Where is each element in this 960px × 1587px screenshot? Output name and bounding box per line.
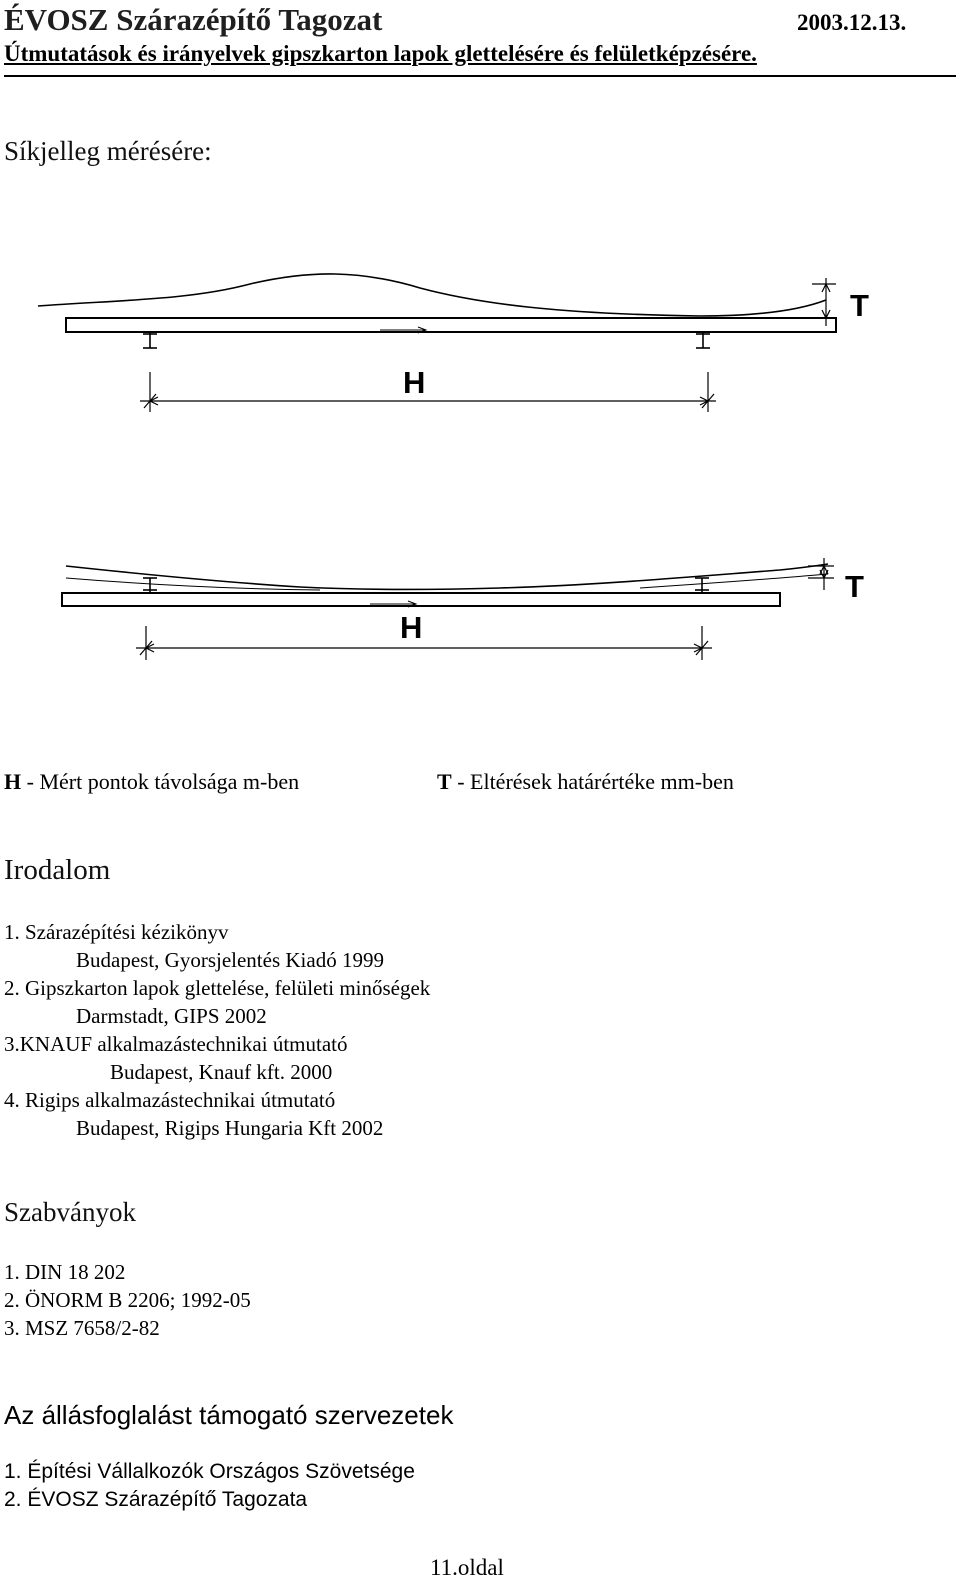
t-dimension-2 <box>808 558 834 590</box>
legend-t-key: T <box>437 769 452 794</box>
legend-h-text: - Mért pontok távolsága m-ben <box>21 769 300 794</box>
page-number: 11.oldal <box>430 1555 504 1580</box>
literature-item-1-title: 1. Szárazépítési kézikönyv <box>4 920 229 944</box>
board-1 <box>66 318 836 332</box>
support-right-2 <box>695 578 709 592</box>
standards-item-2: 2. ÖNORM B 2206; 1992-05 <box>4 1288 251 1312</box>
support-right-1 <box>696 332 710 348</box>
deviation-curve-1 <box>38 274 826 316</box>
diagram-2-t-label: T <box>845 569 864 604</box>
literature-item-3-title: 3.KNAUF alkalmazástechnikai útmutató <box>4 1032 348 1056</box>
literature-item-2-title: 2. Gipszkarton lapok glettelése, felületi minőségek <box>4 976 431 1000</box>
legend-h <box>4 769 299 795</box>
standards-item-3: 3. MSZ 7658/2-82 <box>4 1316 160 1340</box>
diagram-1-t-label: T <box>850 288 869 323</box>
diagram-2 <box>62 558 834 660</box>
legend-t-text: - Eltérések határértéke mm-ben <box>451 769 734 794</box>
literature-item-4-detail: Budapest, Rigips Hungaria Kft 2002 <box>76 1116 384 1140</box>
standards-item-1: 1. DIN 18 202 <box>4 1260 126 1284</box>
deviation-curve-2b <box>66 578 320 590</box>
document-subtitle: Útmutatások és irányelvek gipszkarton lapok glettelésére és felületképzésére. <box>4 41 757 66</box>
legend-t <box>437 769 734 795</box>
support-left-1 <box>143 332 157 348</box>
standards-heading: Szabványok <box>4 1197 136 1227</box>
literature-item-2-detail: Darmstadt, GIPS 2002 <box>76 1004 267 1028</box>
document-date: 2003.12.13. <box>797 10 907 35</box>
support-left-2 <box>143 578 157 592</box>
h-dimension-1 <box>140 372 716 412</box>
diagram-1 <box>38 274 836 412</box>
diagram-2-h-label: H <box>400 610 423 645</box>
section-title: Síkjelleg mérésére: <box>4 136 212 166</box>
literature-item-3-detail: Budapest, Knauf kft. 2000 <box>110 1060 333 1084</box>
document-title: ÉVOSZ Szárazépítő Tagozat <box>4 2 383 37</box>
diagram-1-h-label: H <box>403 365 426 400</box>
organizations-item-1: 1. Építési Vállalkozók Országos Szövetsége <box>4 1460 415 1483</box>
organizations-item-2: 2. ÉVOSZ Szárazépítő Tagozata <box>4 1488 308 1511</box>
board-2 <box>62 593 780 606</box>
organizations-heading: Az állásfoglalást támogató szervezetek <box>4 1400 454 1430</box>
legend-h-key: H <box>4 769 22 794</box>
literature-item-4-title: 4. Rigips alkalmazástechnikai útmutató <box>4 1088 336 1112</box>
literature-heading: Irodalom <box>4 854 111 886</box>
flatness-diagram <box>0 0 960 740</box>
literature-item-1-detail: Budapest, Gyorsjelentés Kiadó 1999 <box>76 948 384 972</box>
h-dimension-2 <box>136 626 712 660</box>
